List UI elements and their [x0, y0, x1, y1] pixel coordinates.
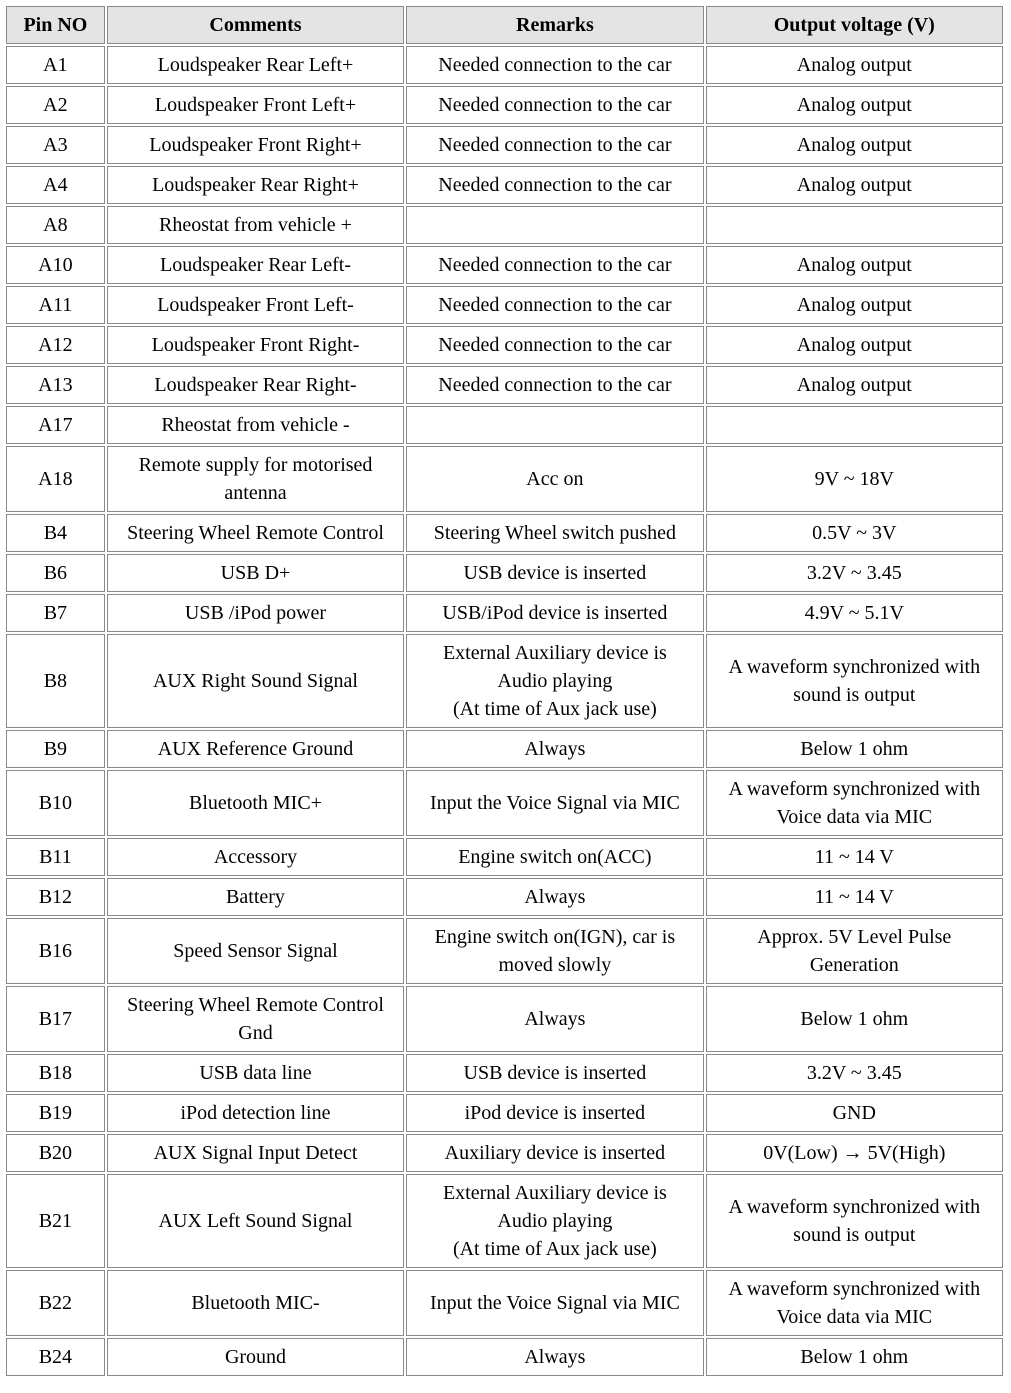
- pin-cell: B6: [6, 554, 105, 592]
- output-cell-line: Analog output: [796, 134, 912, 156]
- remarks-cell-line: (At time of Aux jack use): [452, 698, 657, 720]
- header-remarks: Remarks: [406, 6, 703, 44]
- table-row: [6, 286, 1003, 324]
- remarks-cell: [406, 46, 703, 84]
- output-cell-line: Generation: [809, 954, 899, 976]
- table-row: [6, 1134, 1003, 1172]
- pin-cell: A18: [6, 446, 105, 512]
- comments-cell: [107, 286, 404, 324]
- remarks-cell: [406, 1338, 703, 1376]
- remarks-cell: [406, 206, 703, 244]
- output-cell-line: 4.9V ~ 5.1V: [804, 602, 904, 624]
- remarks-cell: [406, 246, 703, 284]
- pin-cell: B16: [6, 918, 105, 984]
- remarks-cell: [406, 1174, 703, 1268]
- remarks-cell: [406, 126, 703, 164]
- remarks-cell: [406, 838, 703, 876]
- table-row: [6, 46, 1003, 84]
- remarks-cell-line: Input the Voice Signal via MIC: [429, 1292, 680, 1314]
- table-row: [6, 634, 1003, 728]
- output-cell-line: Analog output: [796, 254, 912, 276]
- output-cell-line: Voice data via MIC: [776, 1306, 933, 1328]
- output-cell-line: Approx. 5V Level Pulse: [757, 926, 952, 948]
- table-row: [6, 594, 1003, 632]
- pin-table-body: [6, 46, 1003, 1376]
- table-row: [6, 126, 1003, 164]
- pin-cell: A1: [6, 46, 105, 84]
- remarks-cell-line: Needed connection to the car: [438, 254, 672, 276]
- output-cell: [706, 206, 1003, 244]
- header-output-voltage: Output voltage (V): [706, 6, 1003, 44]
- comments-cell: [107, 1094, 404, 1132]
- comments-cell-line: Loudspeaker Rear Left+: [157, 54, 354, 76]
- remarks-cell-line: Needed connection to the car: [438, 94, 672, 116]
- pin-cell: B8: [6, 634, 105, 728]
- output-cell-line: A waveform synchronized with: [728, 1278, 981, 1300]
- output-cell: [706, 166, 1003, 204]
- pin-cell: B19: [6, 1094, 105, 1132]
- comments-cell: [107, 554, 404, 592]
- remarks-cell-line: External Auxiliary device is: [442, 1182, 667, 1204]
- remarks-cell: [406, 286, 703, 324]
- comments-cell-line: Steering Wheel Remote Control: [127, 994, 384, 1016]
- comments-cell-line: Bluetooth MIC-: [191, 1292, 320, 1314]
- remarks-cell: [406, 514, 703, 552]
- table-row: [6, 514, 1003, 552]
- table-row: [6, 166, 1003, 204]
- output-cell: [706, 446, 1003, 512]
- comments-cell: [107, 46, 404, 84]
- output-cell: [706, 126, 1003, 164]
- comments-cell: [107, 770, 404, 836]
- output-cell: [706, 1134, 1003, 1172]
- remarks-cell-line: Needed connection to the car: [438, 174, 672, 196]
- pin-table: [4, 4, 1005, 1378]
- remarks-cell-line: Needed connection to the car: [438, 374, 672, 396]
- remarks-cell-line: Needed connection to the car: [438, 134, 672, 156]
- table-row: [6, 838, 1003, 876]
- comments-cell: [107, 246, 404, 284]
- output-cell-line: GND: [832, 1102, 876, 1124]
- output-cell-line: Analog output: [796, 294, 912, 316]
- output-cell-line: Below 1 ohm: [800, 1008, 909, 1030]
- output-cell-line: 0.5V ~ 3V: [812, 522, 897, 544]
- remarks-cell: [406, 86, 703, 124]
- remarks-cell: [406, 878, 703, 916]
- comments-cell: [107, 126, 404, 164]
- comments-cell: [107, 366, 404, 404]
- output-cell-line: Analog output: [796, 374, 912, 396]
- output-cell: [706, 1174, 1003, 1268]
- comments-cell-line: Loudspeaker Front Left+: [154, 94, 357, 116]
- comments-cell: [107, 206, 404, 244]
- remarks-cell-line: External Auxiliary device is: [442, 642, 667, 664]
- pin-cell: B21: [6, 1174, 105, 1268]
- remarks-cell: [406, 1054, 703, 1092]
- output-cell-line: 0V(Low) → 5V(High): [763, 1142, 946, 1164]
- pin-cell: A10: [6, 246, 105, 284]
- remarks-cell: [406, 986, 703, 1052]
- remarks-cell-line: Always: [524, 886, 586, 908]
- table-row: [6, 1174, 1003, 1268]
- remarks-cell-line: Acc on: [526, 468, 584, 490]
- output-cell-line: 3.2V ~ 3.45: [806, 1062, 902, 1084]
- output-cell: [706, 986, 1003, 1052]
- remarks-cell-line: iPod device is inserted: [464, 1102, 646, 1124]
- comments-cell-line: AUX Signal Input Detect: [153, 1142, 358, 1164]
- output-cell: [706, 366, 1003, 404]
- pin-cell: B10: [6, 770, 105, 836]
- output-cell-line: 9V ~ 18V: [814, 468, 894, 490]
- output-cell: [706, 730, 1003, 768]
- remarks-cell-line: Always: [524, 738, 586, 760]
- comments-cell-line: antenna: [224, 482, 287, 504]
- remarks-cell-line: Audio playing: [497, 670, 613, 692]
- comments-cell-line: USB /iPod power: [184, 602, 327, 624]
- remarks-cell-line: (At time of Aux jack use): [452, 1238, 657, 1260]
- comments-cell: [107, 446, 404, 512]
- comments-cell: [107, 838, 404, 876]
- remarks-cell: [406, 326, 703, 364]
- remarks-cell-line: moved slowly: [498, 954, 612, 976]
- pin-cell: A3: [6, 126, 105, 164]
- comments-cell-line: Rheostat from vehicle -: [161, 414, 350, 436]
- pin-cell: B12: [6, 878, 105, 916]
- comments-cell-line: AUX Left Sound Signal: [158, 1210, 353, 1232]
- remarks-cell: [406, 918, 703, 984]
- output-cell: [706, 918, 1003, 984]
- pin-cell: A4: [6, 166, 105, 204]
- comments-cell: [107, 1338, 404, 1376]
- table-row: [6, 1054, 1003, 1092]
- pin-cell: B18: [6, 1054, 105, 1092]
- comments-cell-line: AUX Reference Ground: [157, 738, 354, 760]
- output-cell: [706, 594, 1003, 632]
- output-cell-line: 3.2V ~ 3.45: [806, 562, 902, 584]
- comments-cell-line: Loudspeaker Rear Right-: [154, 374, 357, 396]
- header-row: [6, 6, 1003, 44]
- comments-cell: [107, 1270, 404, 1336]
- header-pin-no: Pin NO: [6, 6, 105, 44]
- output-cell-line: Analog output: [796, 334, 912, 356]
- table-row: [6, 366, 1003, 404]
- table-row: [6, 446, 1003, 512]
- output-cell: [706, 86, 1003, 124]
- remarks-cell: [406, 554, 703, 592]
- output-cell-line: A waveform synchronized with: [728, 778, 981, 800]
- output-cell-line: Voice data via MIC: [776, 806, 933, 828]
- output-cell-line: 11 ~ 14 V: [814, 846, 894, 868]
- remarks-cell: [406, 406, 703, 444]
- table-row: [6, 406, 1003, 444]
- table-row: [6, 986, 1003, 1052]
- output-cell-line: sound is output: [793, 684, 916, 706]
- output-cell: [706, 1338, 1003, 1376]
- table-row: [6, 1094, 1003, 1132]
- remarks-cell-line: Auxiliary device is inserted: [444, 1142, 666, 1164]
- pin-cell: A11: [6, 286, 105, 324]
- remarks-cell: [406, 1094, 703, 1132]
- output-cell-line: Analog output: [796, 54, 912, 76]
- pin-cell: B24: [6, 1338, 105, 1376]
- output-cell: [706, 634, 1003, 728]
- output-cell: [706, 46, 1003, 84]
- comments-cell-line: iPod detection line: [180, 1102, 331, 1124]
- comments-cell-line: USB data line: [199, 1062, 312, 1084]
- pin-cell: B22: [6, 1270, 105, 1336]
- pin-cell: A17: [6, 406, 105, 444]
- remarks-cell-line: Audio playing: [497, 1210, 613, 1232]
- comments-cell: [107, 986, 404, 1052]
- remarks-cell: [406, 730, 703, 768]
- pin-cell: A8: [6, 206, 105, 244]
- comments-cell: [107, 166, 404, 204]
- remarks-cell-line: Engine switch on(IGN), car is: [434, 926, 676, 948]
- comments-cell-line: Steering Wheel Remote Control: [127, 522, 384, 544]
- pin-cell: B4: [6, 514, 105, 552]
- remarks-cell: [406, 446, 703, 512]
- remarks-cell: [406, 1270, 703, 1336]
- table-row: [6, 878, 1003, 916]
- comments-cell-line: Loudspeaker Front Left-: [157, 294, 354, 316]
- output-cell: [706, 1054, 1003, 1092]
- header-comments: Comments: [107, 6, 404, 44]
- pin-cell: B11: [6, 838, 105, 876]
- comments-cell-line: USB D+: [220, 562, 291, 584]
- comments-cell-line: Speed Sensor Signal: [173, 940, 338, 962]
- remarks-cell: [406, 634, 703, 728]
- table-row: [6, 918, 1003, 984]
- pin-cell: A13: [6, 366, 105, 404]
- comments-cell: [107, 918, 404, 984]
- remarks-cell-line: Engine switch on(ACC): [458, 846, 652, 868]
- output-cell: [706, 1094, 1003, 1132]
- comments-cell-line: Bluetooth MIC+: [189, 792, 322, 814]
- table-row: [6, 770, 1003, 836]
- comments-cell: [107, 86, 404, 124]
- pin-cell: A2: [6, 86, 105, 124]
- remarks-cell-line: USB device is inserted: [463, 1062, 647, 1084]
- output-cell: [706, 246, 1003, 284]
- comments-cell: [107, 1134, 404, 1172]
- table-row: [6, 326, 1003, 364]
- output-cell: [706, 286, 1003, 324]
- comments-cell-line: Loudspeaker Rear Right+: [152, 174, 359, 196]
- remarks-cell-line: Needed connection to the car: [438, 54, 672, 76]
- comments-cell: [107, 594, 404, 632]
- pin-cell: B17: [6, 986, 105, 1052]
- comments-cell-line: Ground: [224, 1346, 287, 1368]
- table-row: [6, 246, 1003, 284]
- comments-cell-line: Loudspeaker Front Right+: [149, 134, 362, 156]
- comments-cell: [107, 878, 404, 916]
- table-row: [6, 1338, 1003, 1376]
- remarks-cell-line: Always: [524, 1008, 586, 1030]
- remarks-cell-line: Needed connection to the car: [438, 294, 672, 316]
- pin-cell: B9: [6, 730, 105, 768]
- pin-cell: B7: [6, 594, 105, 632]
- table-row: [6, 554, 1003, 592]
- output-cell: [706, 554, 1003, 592]
- output-cell-line: A waveform synchronized with: [728, 656, 981, 678]
- output-cell: [706, 838, 1003, 876]
- output-cell: [706, 514, 1003, 552]
- comments-cell-line: Gnd: [238, 1022, 273, 1044]
- remarks-cell: [406, 594, 703, 632]
- output-cell: [706, 770, 1003, 836]
- pin-cell: A12: [6, 326, 105, 364]
- output-cell-line: A waveform synchronized with: [728, 1196, 981, 1218]
- comments-cell-line: Loudspeaker Rear Left-: [159, 254, 351, 276]
- output-cell: [706, 878, 1003, 916]
- output-cell-line: Analog output: [796, 94, 912, 116]
- table-row: [6, 86, 1003, 124]
- comments-cell: [107, 514, 404, 552]
- output-cell: [706, 1270, 1003, 1336]
- comments-cell: [107, 1174, 404, 1268]
- table-row: [6, 730, 1003, 768]
- output-cell-line: sound is output: [793, 1224, 916, 1246]
- comments-cell: [107, 634, 404, 728]
- table-row: [6, 206, 1003, 244]
- remarks-cell-line: USB device is inserted: [463, 562, 647, 584]
- remarks-cell-line: USB/iPod device is inserted: [442, 602, 668, 624]
- output-cell: [706, 326, 1003, 364]
- remarks-cell-line: Steering Wheel switch pushed: [433, 522, 677, 544]
- comments-cell-line: AUX Right Sound Signal: [152, 670, 358, 692]
- output-cell-line: Below 1 ohm: [800, 738, 909, 760]
- comments-cell: [107, 1054, 404, 1092]
- remarks-cell: [406, 1134, 703, 1172]
- table-row: [6, 1270, 1003, 1336]
- comments-cell-line: Accessory: [213, 846, 298, 868]
- output-cell-line: Analog output: [796, 174, 912, 196]
- remarks-cell: [406, 366, 703, 404]
- comments-cell: [107, 326, 404, 364]
- remarks-cell-line: Needed connection to the car: [438, 334, 672, 356]
- comments-cell: [107, 730, 404, 768]
- remarks-cell-line: Always: [524, 1346, 586, 1368]
- remarks-cell: [406, 770, 703, 836]
- output-cell: [706, 406, 1003, 444]
- comments-cell-line: Loudspeaker Front Right-: [151, 334, 360, 356]
- remarks-cell: [406, 166, 703, 204]
- comments-cell-line: Remote supply for motorised: [138, 454, 373, 476]
- output-cell-line: Below 1 ohm: [800, 1346, 909, 1368]
- remarks-cell-line: Input the Voice Signal via MIC: [429, 792, 680, 814]
- pin-cell: B20: [6, 1134, 105, 1172]
- comments-cell-line: Rheostat from vehicle +: [159, 214, 352, 236]
- comments-cell: [107, 406, 404, 444]
- comments-cell-line: Battery: [226, 886, 285, 908]
- output-cell-line: 11 ~ 14 V: [814, 886, 894, 908]
